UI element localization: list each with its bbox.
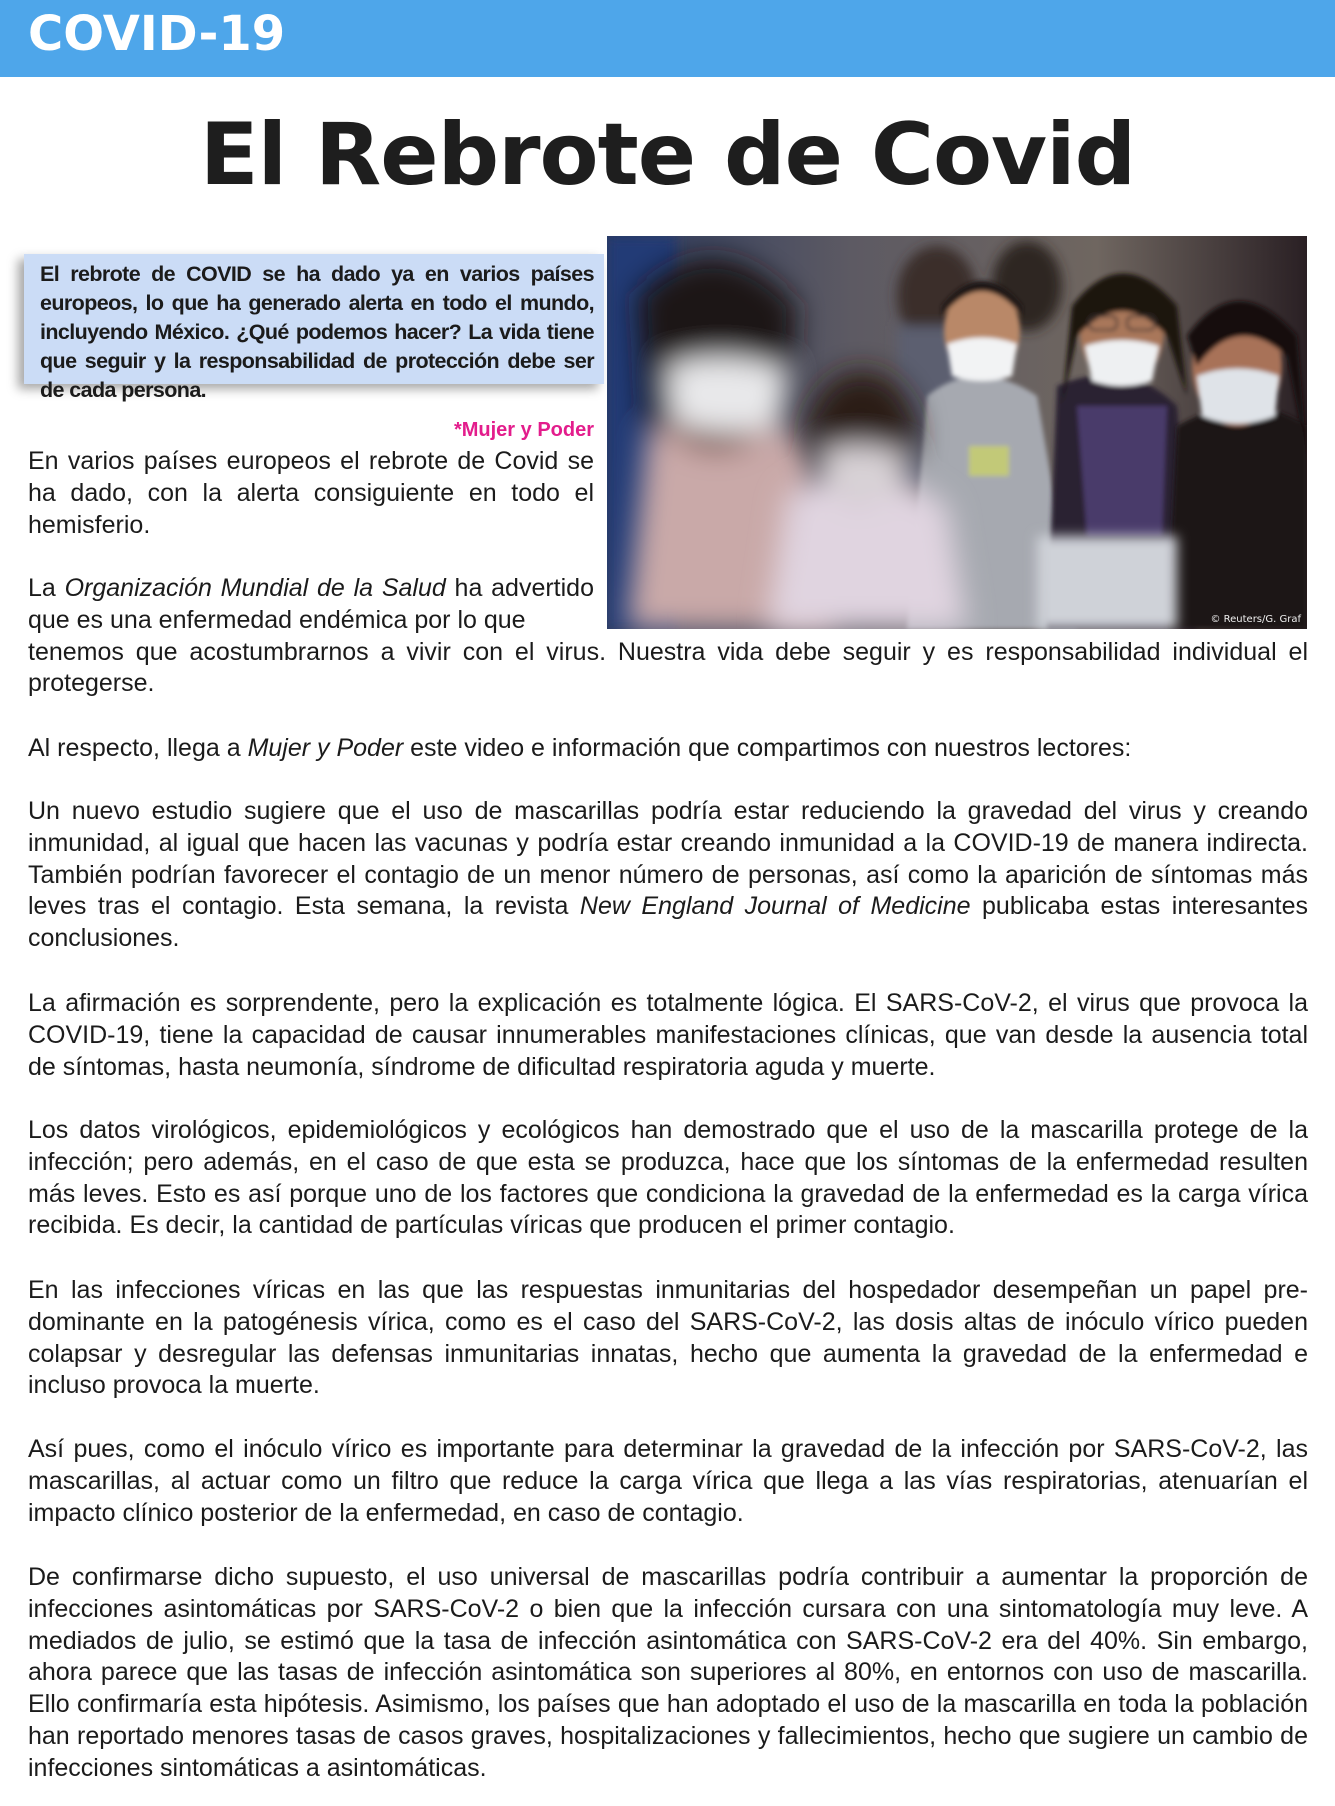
paragraph-6: Los datos virológicos, epidemiológicos y ecológicos han demostrado que el uso de la mascarilla protege de la infección; pero además, en el caso de que esta se produzca, hace que los síntomas de la enfermedad resulten más leves. Esto es así porque uno de los factores que condiciona la gravedad de la enfermedad es la carga vírica recibida. Es decir, la cantidad de partículas víricas que producen el primer contagio. — [28, 1116, 1308, 1240]
paragraph-2-pre: La — [28, 574, 65, 602]
publication-name: Mujer y Poder — [247, 734, 404, 762]
paragraph-8: Así pues, como el inóculo vírico es importante para determinar la gravedad de la infección por SARS-CoV-2, las mascarillas, al actuar como un filtro que reduce la carga vírica que llega a las vías respiratorias, atenuarían el impacto clínico posterior de la enfermedad, en caso de contagio. — [28, 1435, 1308, 1527]
paragraph-5: La afirmación es sorprendente, pero la explicación es totalmente lógica. El SARS-CoV-2, el virus que provoca la COVID-19, tiene la capacidad de causar innumerables manifestaciones clínicas, que van desde la ausencia total de síntomas, hasta neumonía, síndrome de dificultad respiratoria aguda y muerte. — [28, 989, 1308, 1081]
paragraph-1: En varios países europeos el rebrote de Covid se ha dado, con la alerta consiguiente en todo el hemisferio. — [28, 447, 594, 539]
photo-credit: © Reuters/G. Graf — [1210, 614, 1301, 625]
journal-name: New England Journal of Medicine — [579, 892, 971, 921]
article-photo — [607, 236, 1307, 629]
paragraph-3-post: este video e información que compartimos con nuestros lectores: — [403, 734, 1132, 762]
paragraph-4-pre: Un nuevo estudio sugiere que el uso de mascarillas podría estar reduciendo la gravedad del virus y creando inmunidad, al igual que hacen las vacunas y podría estar creando inmunidad a la COVID-19 de manera indirecta. También podrían favorecer el contagio de un menor número de personas, así como la aparición de síntomas más leves tras el contagio. Esta semana, la revista — [28, 797, 1308, 921]
paragraph-2-rest: tenemos que acostumbrarnos a vivir con el virus. Nuestra vida debe seguir y es responsabilidad individual el protegerse. — [28, 637, 1308, 698]
paragraph-7: En las infecciones víricas en las que las respuestas inmunitarias del hospedador desempeñan un papel pre-dominante en la patogénesis vírica, como es el caso del SARS-CoV-2, las dosis altas de inóculo vírico pueden colapsar y desregular las defensas inmunitarias innatas, hecho que aumenta la gravedad de la enfermedad e incluso provoca la muerte. — [28, 1276, 1308, 1400]
section-label: COVID-19 — [28, 6, 286, 62]
paragraph-3 — [28, 733, 1308, 765]
paragraph-4 — [28, 796, 1308, 955]
paragraph-4-post: publicaba estas interesantes conclusiones. — [28, 892, 1308, 953]
byline: *Mujer y Poder — [453, 419, 594, 441]
paragraph-9: De confirmarse dicho supuesto, el uso universal de mascarillas podría contribuir a aumentar la proporción de infecciones asintomáticas por SARS-CoV-2 o bien que la infección cursara con una sintomatología muy leve. A mediados de julio, se estimó que la tasa de infección asintomática con SARS-CoV-2 era del 40%. Sin embargo, ahora parece que las tasas de infección asintomática son superiores al 80%, en entornos con uso de mascarilla. Ello confirmaría esta hipótesis. Asimismo, los países que han adoptado el uso de la mascarilla en toda la población han reportado menores tasas de casos graves, hospitalizaciones y fallecimientos, hecho que sugiere un cambio de infecciones sintomáticas a asintomáticas. — [28, 1563, 1308, 1782]
top-banner — [0, 0, 1335, 77]
paragraph-3-pre: Al respecto, llega a — [28, 734, 248, 762]
who-name: Organización Mundial de la Salud — [64, 574, 446, 602]
people-wearing-face-masks-photo-icon — [607, 236, 1307, 629]
page-title: El Rebrote de Covid — [199, 105, 1136, 205]
lead-text: El rebrote de COVID se ha dado ya en varios países europeos, lo que ha generado alerta en todo el mundo, incluyendo México. ¿Qué podemos hacer? La vida tiene que seguir y la responsabilidad de protección debe ser de cada persona. — [40, 262, 594, 402]
paragraph-2 — [28, 573, 1308, 700]
lead-box — [24, 254, 604, 402]
paragraph-2-post: ha advertido que es una enfermedad endémica por lo que — [28, 574, 594, 634]
paragraph-2-first-lines — [28, 573, 594, 637]
